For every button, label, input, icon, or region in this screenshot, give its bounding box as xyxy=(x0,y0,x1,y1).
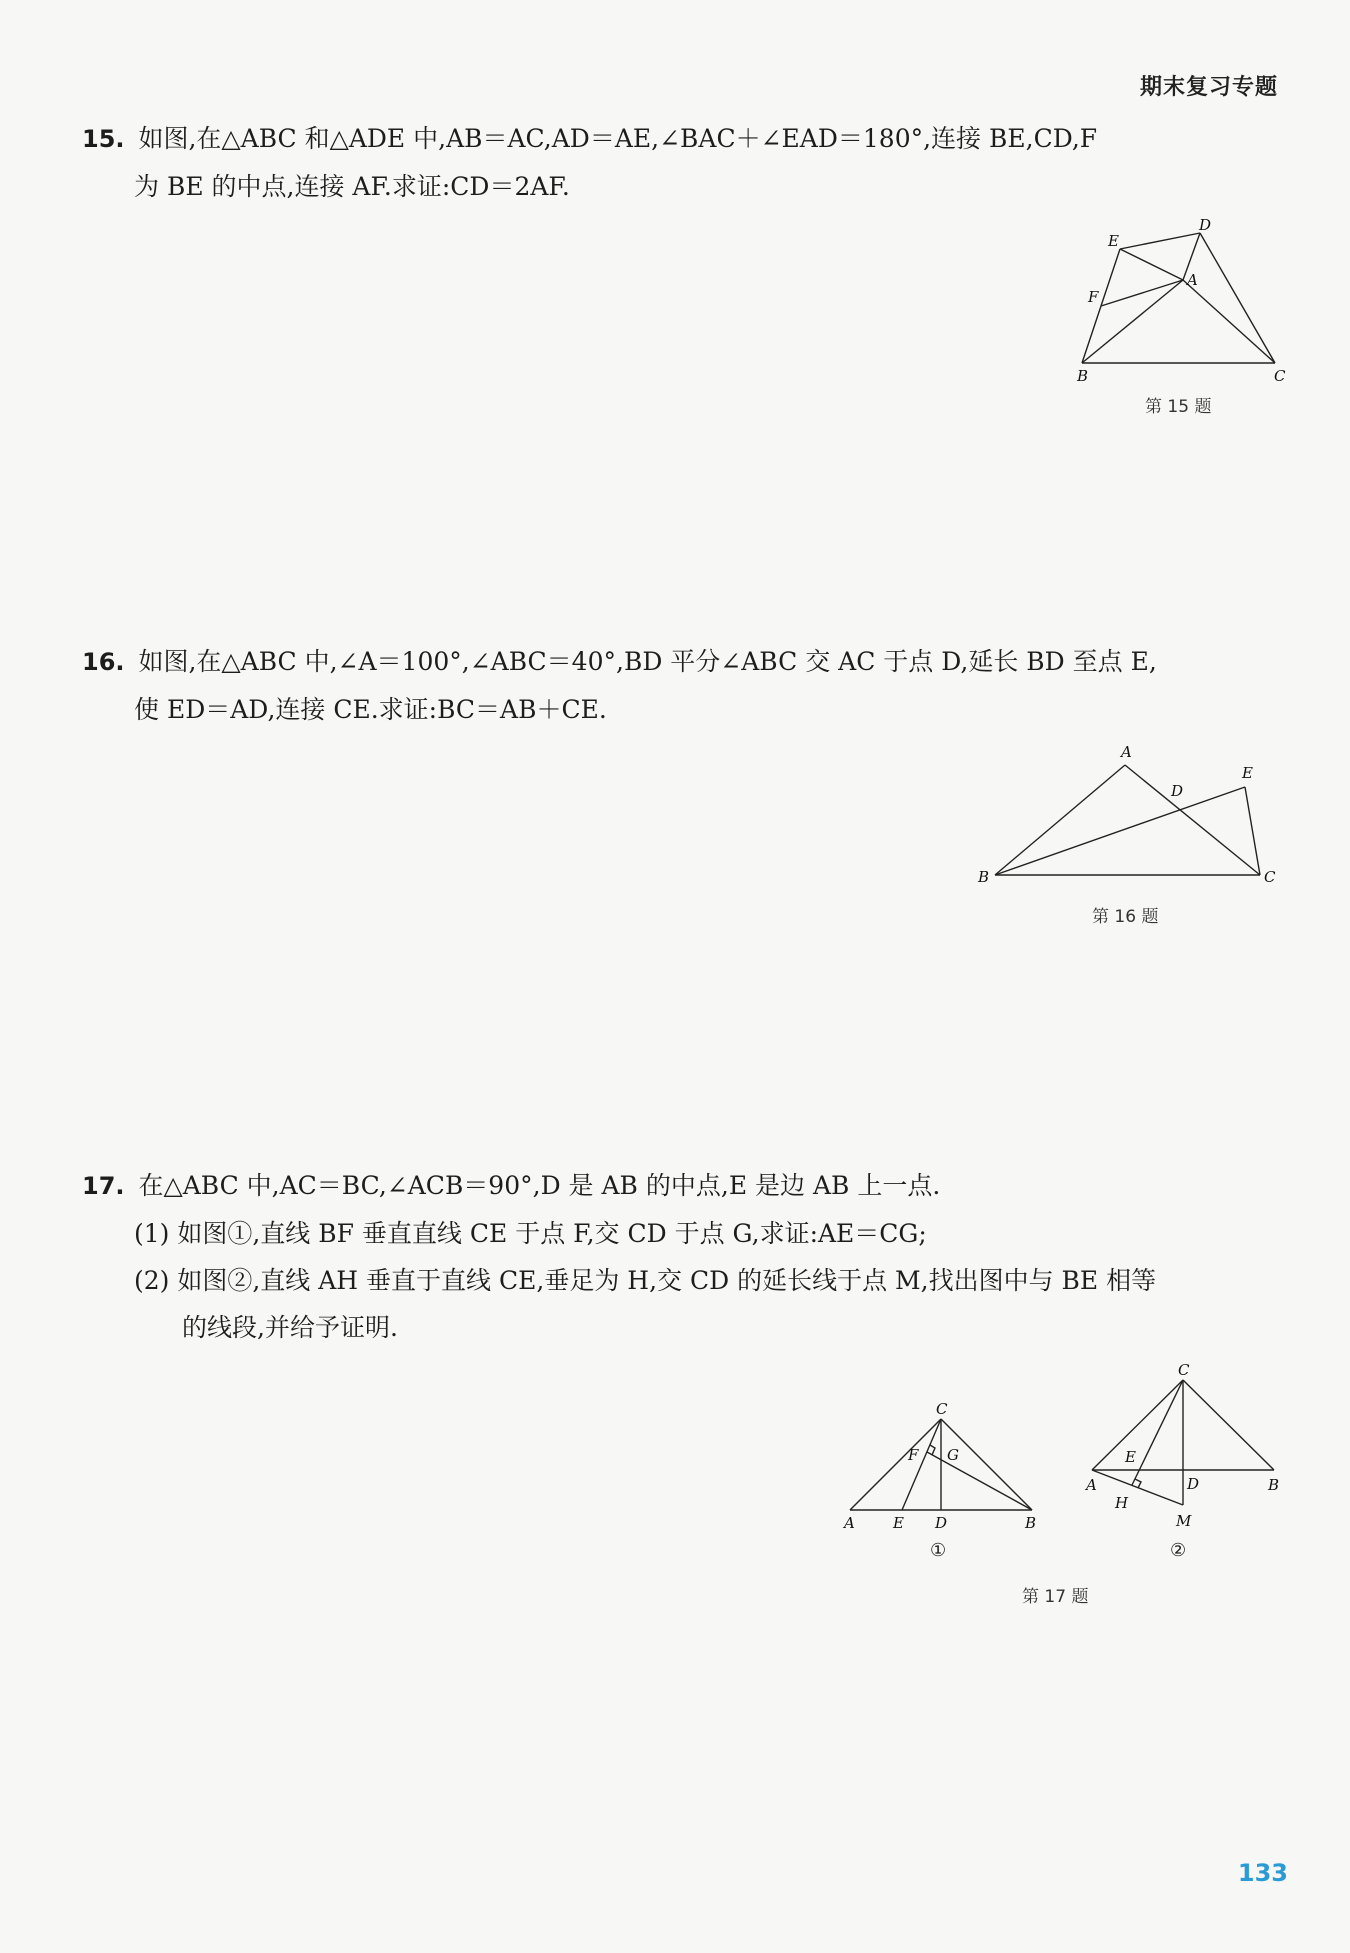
figure-17-1 xyxy=(840,1400,1040,1530)
segment-cb xyxy=(941,1419,1032,1510)
problem-15-line-2: 为 BE 的中点,连接 AF.求证:CD＝2AF. xyxy=(134,172,570,201)
label-f: F xyxy=(908,1446,919,1464)
segment-ac xyxy=(850,1419,941,1510)
segment-ed xyxy=(1120,233,1200,249)
problem-17-part-1: (1) 如图①,直线 BF 垂直直线 CE 于点 F,交 CD 于点 G,求证:AE＝CG; xyxy=(134,1219,927,1248)
problem-17-part-2-cont: 的线段,并给予证明. xyxy=(182,1313,398,1342)
segment-ec xyxy=(1245,787,1260,875)
problem-16-line-2: 使 ED＝AD,连接 CE.求证:BC＝AB＋CE. xyxy=(134,695,607,724)
problem-17-part-2: (2) 如图②,直线 AH 垂直于直线 CE,垂足为 H,交 CD 的延长线于点 M,找出图中与 BE 相等 xyxy=(134,1266,1157,1295)
problem-17 xyxy=(82,1162,1277,1351)
segment-ch xyxy=(1132,1380,1183,1485)
label-b: B xyxy=(978,868,990,886)
segment-ac xyxy=(1183,280,1275,363)
label-d: D xyxy=(1187,1475,1200,1493)
segment-ba xyxy=(995,765,1125,875)
segment-dc xyxy=(1200,233,1275,363)
segment-ac xyxy=(1092,1380,1183,1470)
figure-15-caption: 第 15 题 xyxy=(1145,397,1212,417)
label-c: C xyxy=(936,1400,948,1418)
label-f: F xyxy=(1088,288,1099,306)
label-g: G xyxy=(947,1446,959,1464)
label-a: A xyxy=(1086,1476,1097,1494)
segment-ea xyxy=(1120,249,1183,280)
label-b: B xyxy=(1025,1514,1037,1532)
label-e: E xyxy=(1108,232,1119,250)
label-e: E xyxy=(1125,1448,1136,1466)
label-d: D xyxy=(1199,216,1212,234)
segment-ce xyxy=(902,1419,941,1510)
label-e: E xyxy=(1242,764,1253,782)
figure-16-caption: 第 16 题 xyxy=(1092,907,1159,927)
problem-17-line-1 xyxy=(82,1162,1277,1210)
problem-16 xyxy=(82,638,1277,733)
segment-cb xyxy=(1183,1380,1274,1470)
segment-ac xyxy=(1125,765,1260,875)
label-d: D xyxy=(935,1514,948,1532)
figure-17-caption: 第 17 题 xyxy=(1022,1587,1089,1607)
label-c: C xyxy=(1178,1361,1190,1379)
label-m: M xyxy=(1176,1512,1192,1530)
figure-17-2 xyxy=(1080,1360,1300,1530)
label-a: A xyxy=(1187,271,1198,289)
figure-17-sub-2: ② xyxy=(1170,1540,1187,1561)
problem-number: 15. xyxy=(82,125,125,153)
problem-15 xyxy=(82,115,1277,210)
problem-16-line-1 xyxy=(82,638,1277,686)
segment-fa xyxy=(1101,280,1183,306)
problem-15-line-1 xyxy=(82,115,1277,163)
label-h: H xyxy=(1115,1494,1129,1512)
label-b: B xyxy=(1077,367,1089,385)
segment-bf xyxy=(927,1452,1032,1510)
label-e: E xyxy=(893,1514,904,1532)
problem-text: 如图,在△ABC 中,∠A＝100°,∠ABC＝40°,BD 平分∠ABC 交 AC 于点 D,延长 BD 至点 E, xyxy=(138,647,1157,676)
label-b: B xyxy=(1268,1476,1280,1494)
problem-number: 16. xyxy=(82,648,125,676)
figure-15 xyxy=(1075,218,1295,393)
label-c: C xyxy=(1274,367,1286,385)
problem-text: 如图,在△ABC 和△ADE 中,AB＝AC,AD＝AE,∠BAC＋∠EAD＝180°,连接 BE,CD,F xyxy=(138,124,1098,153)
figure-16 xyxy=(975,740,1275,900)
page-header: 期末复习专题 xyxy=(1139,75,1278,100)
page-number: 133 xyxy=(1237,1859,1288,1887)
label-d: D xyxy=(1171,782,1184,800)
label-a: A xyxy=(1121,743,1132,761)
label-c: C xyxy=(1264,868,1276,886)
figure-17-sub-1: ① xyxy=(930,1540,947,1561)
label-a: A xyxy=(844,1514,855,1532)
segment-be xyxy=(995,787,1245,875)
problem-text: 在△ABC 中,AC＝BC,∠ACB＝90°,D 是 AB 的中点,E 是边 AB 上一点. xyxy=(138,1171,941,1200)
problem-number: 17. xyxy=(82,1172,125,1200)
